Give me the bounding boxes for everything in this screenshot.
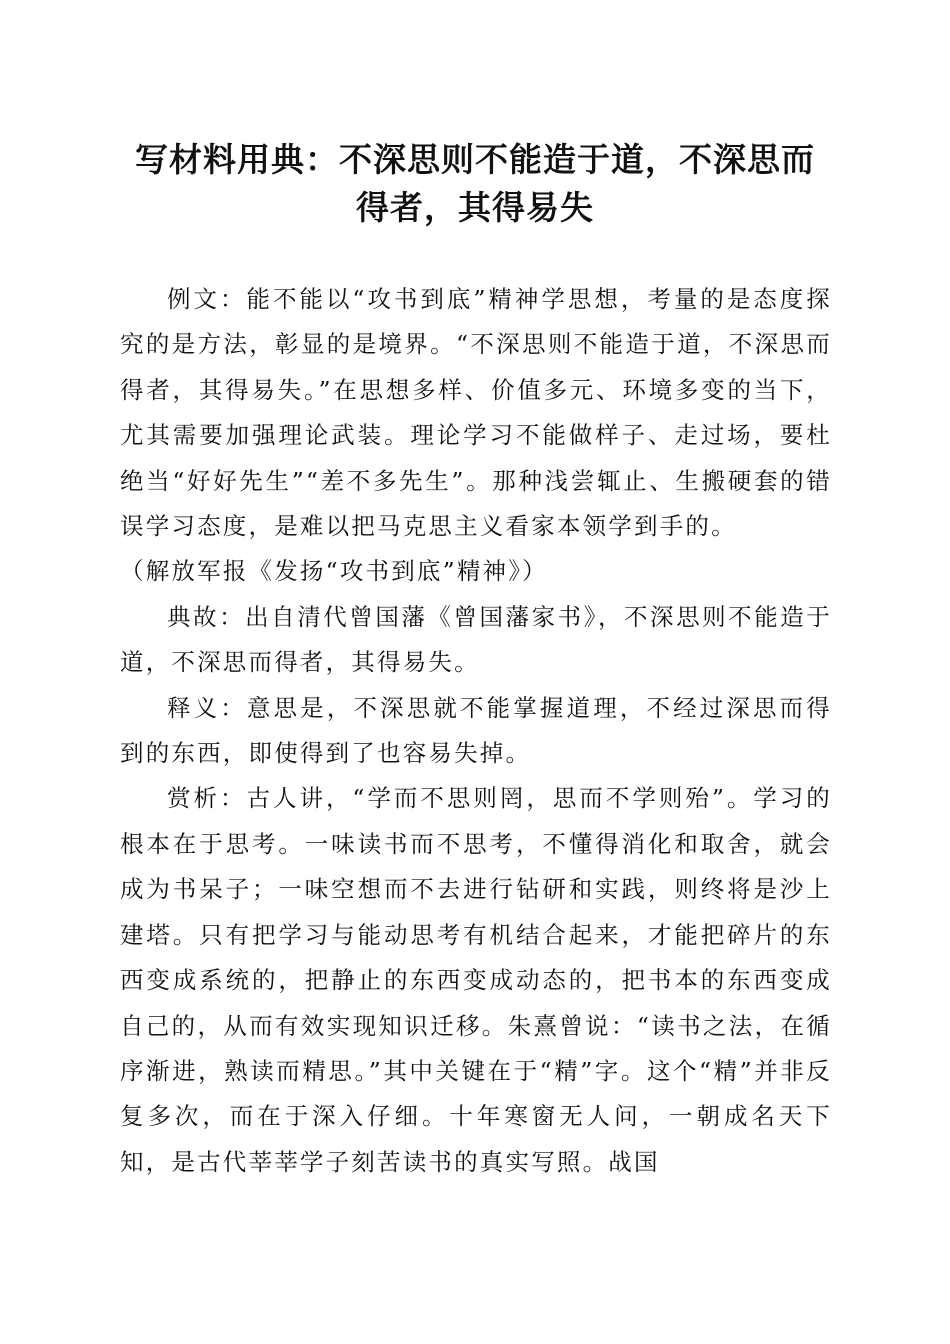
paragraph-allusion: 典故：出自清代曾国藩《曾国藩家书》，不深思则不能造于道，不深思而得者，其得易失。 xyxy=(120,602,832,677)
document-body xyxy=(120,277,832,1185)
paragraph-appreciation: 赏析：古人讲，“学而不思则罔，思而不学则殆”。学习的根本在于思考。一味读书而不思考，不懂得消化和取舍，就会成为书呆子；一味空想而不去进行钻研和实践，则终将是沙上建塔。只有把学习与能动思考有机结合起来，才能把碎片的东西变成系统的，把静止的东西变成动态的，把书本的东西变成自己的，从而有效实现知识迁移。朱熹曾说：“读书之法，在循序渐进，熟读而精思。”其中关键在于“精”字。这个“精”并非反复多次，而在于深入仔细。十年寒窗无人问，一朝成名天下知，是古代莘莘学子刻苦读书的真实写照。战国 xyxy=(120,784,832,1176)
title-line-2: 得者，其得易失 xyxy=(356,188,594,227)
title-line-1: 写材料用典：不深思则不能造于道，不深思而 xyxy=(135,140,815,179)
paragraph-meaning: 释义：意思是，不深思就不能掌握道理，不经过深思而得到的东西，即使得到了也容易失掉。 xyxy=(120,693,832,768)
document-title xyxy=(110,136,840,232)
paragraph-source: （解放军报《发扬“攻书到底”精神》） xyxy=(120,557,548,586)
paragraph-example: 例文：能不能以“攻书到底”精神学思想，考量的是态度探究的是方法，彰显的是境界。“不深思则不能造于道，不深思而得者，其得易失。”在思想多样、价值多元、环境多变的当下，尤其需要加强理论武装。理论学习不能做样子、走过场，要杜绝当“好好先生”“差不多先生”。那种浅尝辄止、生搬硬套的错误学习态度，是难以把马克思主义看家本领学到手的。 xyxy=(120,285,832,541)
